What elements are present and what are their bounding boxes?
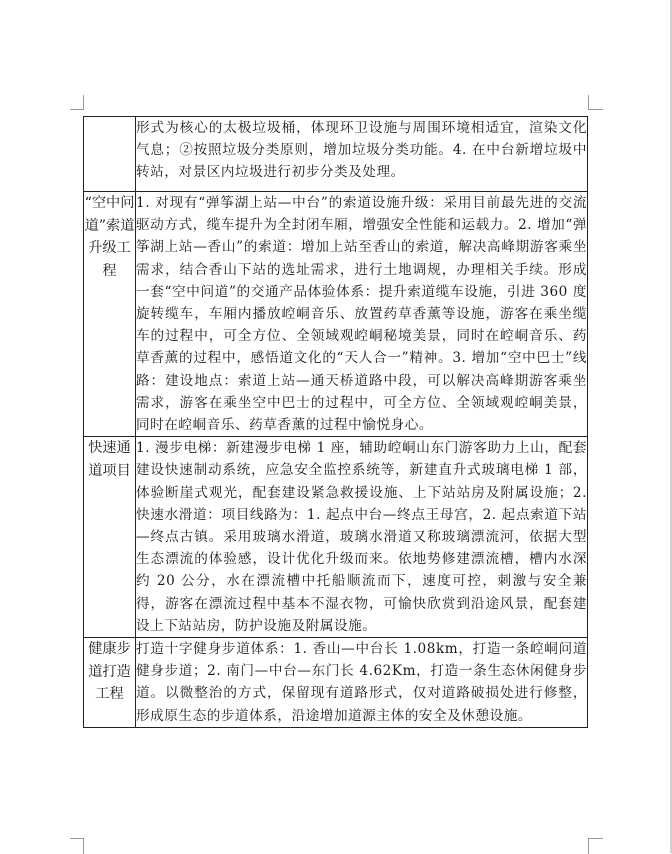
row-content: 1. 漫步电梯：新建漫步电梯 1 座，辅助崆峒山东门游客助力上山，配套建设快速制动系统，应急安全监控系统等，新建直升式玻璃电梯 1 部，体验断崖式观光，配套建设紧急救援设施、上下站站房及附属设施；2. 快速水滑道：项目线路为：1. 起点中台—终点王母宫，2. 起点索道下站—终点古镇。采用玻璃水滑道，玻璃水滑道又称玻璃漂流河，依据大型生态漂流的体验感，设计优化升级而来。依地势修建漂流槽，槽内水深约 20 公分，水在漂流槽中托船顺流而下，速度可控，刺激与安全兼得，游客在漂流过程中基本不湿衣物，可愉快欣赏到沿途风景，配套建设上下站站房，防护设施及附属设施。: [136, 437, 588, 638]
crop-mark-top-left: [70, 95, 84, 110]
crop-mark-bottom-right: [588, 838, 603, 854]
row-label: 快速通道项目: [84, 437, 136, 638]
table-row: [84, 638, 588, 728]
project-table: [83, 116, 588, 728]
crop-mark-bottom-left: [70, 838, 84, 854]
row-content: 打造十字健身步道体系：1. 香山—中台长 1.08km，打造一条崆峒问道健身步道；2. 南门—中台—东门长 4.62Km，打造一条生态休闲健身步道。以微整治的方式，保留现有道路形式，仅对道路破损处进行修整，形成原生态的步道体系，沿途增加道源主体的安全及休憩设施。: [136, 638, 588, 728]
row-label: “空中问道”索道升级工程: [84, 192, 136, 437]
row-content: 形式为核心的太极垃圾桶，体现环卫设施与周围环境相适宜，渲染文化气息；②按照垃圾分类原则，增加垃圾分类功能。4. 在中台新增垃圾中转站，对景区内垃圾进行初步分类及处理。: [136, 117, 588, 192]
crop-mark-top-right: [588, 95, 603, 110]
row-label: 健康步道打造工程: [84, 638, 136, 728]
table-row: [84, 437, 588, 638]
table-row: [84, 117, 588, 192]
row-content: 1. 对现有“弹筝湖上站—中台”的索道设施升级：采用目前最先进的交流驱动方式，缆车提升为全封闭车厢，增强安全性能和运载力。2. 增加“弹筝湖上站—香山”的索道：增加上站至香山的索道，解决高峰期游客乘坐需求，结合香山下站的选址需求，进行土地调规，办理相关手续。形成一套“空中问道”的交通产品体验体系：提升索道缆车设施，引进 360 度旋转缆车，车厢内播放崆峒音乐、放置药草香薰等设施，游客在乘坐缆车的过程中，可全方位、全领域观崆峒秘境美景，同时在崆峒音乐、药草香薰的过程中，感悟道文化的“天人合一”精神。3. 增加“空中巴士”线路：建设地点：索道上站—通天桥道路中段，可以解决高峰期游客乘坐需求，游客在乘坐空中巴士的过程中，可全方位、全领域观崆峒美景，同时在崆峒音乐、药草香薰的过程中愉悦身心。: [136, 192, 588, 437]
table-row: [84, 192, 588, 437]
row-label: [84, 117, 136, 192]
